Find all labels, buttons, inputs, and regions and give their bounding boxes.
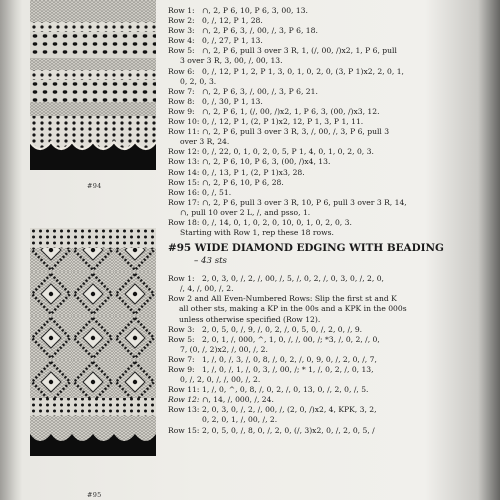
- row-instructions: 1, /, 0, ^, 0, 8, /, 0, 2, /, 0, 13, 0, /, 2, 0, /, 5.: [202, 385, 369, 395]
- row-label: Row 3:: [168, 26, 195, 36]
- pattern-95-rows-b: [168, 325, 488, 396]
- row-instructions: 2, 0, 5, 0, /, 8, 0, /, 2, 0, (/, 3)x2, 0, /, 2, 0, 5, /: [202, 425, 375, 435]
- pattern-95-rows-a: [168, 274, 488, 294]
- row-instructions: 0, /, 51.: [202, 187, 232, 197]
- row-instructions: 2, 0, 5, 0, /, 9, /, 0, 2, /, 0, 5, 0, /, 2, 0, /, 9.: [202, 324, 363, 334]
- row-continuation: ∩, pull 10 over 2 L, /, and psso, 1.: [180, 207, 311, 217]
- pattern-row: [168, 147, 488, 157]
- row-instructions: ∩, 2, P 6, pull 3 over 3 R, 3, /, 00, /, 3, P 6, pull 3: [202, 127, 390, 137]
- even-rows-instruction: [168, 294, 488, 324]
- row-instructions: 0, /, 14, 0, 1, 0, 2, 0, 10, 0, 1, 0, 2, 0, 3.: [202, 217, 352, 227]
- row-label: [168, 415, 202, 425]
- row-continuation: over 3 R, 24.: [180, 137, 230, 147]
- row-label: Row 7:: [168, 86, 195, 96]
- pattern-text-column: [168, 6, 488, 436]
- pattern-row: [168, 67, 488, 77]
- even-rows-line: all other sts, making a KP in the 00s and a KPK in the 000s: [179, 304, 407, 314]
- pattern-row: [168, 415, 488, 425]
- row-instructions: 0, /, 12, P 1, 2, P 1, 3, 0, 1, 0, 2, 0, (3, P 1)x2, 2, 0, 1,: [202, 66, 404, 76]
- row-label: Row 12:: [168, 395, 200, 405]
- row-label: Row 16:: [168, 187, 200, 197]
- pattern-row: [168, 198, 488, 208]
- pattern-row: [168, 36, 488, 46]
- pattern-row: [168, 355, 488, 365]
- row-instructions: 1, /, 0, /, 1, /, 0, 3, /, 00, /; * 1, /, 0, 2, /, 0, 13,: [202, 365, 374, 374]
- pattern-row: [168, 365, 488, 375]
- row-instructions: ∩, 2, P 6, 3, /, 00, /, 3, P 6, 18.: [202, 26, 318, 36]
- row-continuation: /, 4, /, 00, /, 2.: [180, 284, 234, 294]
- photo-caption-95: #95: [87, 491, 102, 499]
- row-label: Row 15:: [168, 177, 200, 187]
- lace-photo-95: [30, 228, 156, 456]
- pattern-row: [168, 97, 488, 107]
- pattern-row: [168, 46, 488, 56]
- row-instructions: 0, /, 12, P 1, 28.: [202, 16, 263, 26]
- pattern-row: [168, 16, 488, 26]
- row-instructions: ∩, 2, P 6, 1, (/, 00, /)x2, 1, P 6, 3, (00, /)x3, 12.: [202, 106, 380, 116]
- pattern-row: [168, 87, 488, 97]
- row-label: Row 14:: [168, 167, 200, 177]
- row-label: Row 8:: [168, 96, 195, 106]
- pattern-row: [168, 335, 488, 345]
- pattern-row-12: [168, 395, 488, 405]
- row-instructions: ∩, 2, P 6, 3, /, 00, /, 3, P 6, 21.: [202, 86, 318, 96]
- even-rows-line: Row 2 and All Even-Numbered Rows: Slip the first st and K: [168, 294, 397, 304]
- row-label: Row 11:: [168, 385, 200, 395]
- row-instructions: 2, 0, 1, /, 000, ^, 1, 0, /, /, 00, /; *3, /, 0, 2, /, 0,: [202, 334, 380, 344]
- pattern-row: [168, 127, 488, 137]
- row-continuation: 7, (0, /, 2)x2, /, 00, /, 2.: [180, 344, 268, 354]
- even-rows-line: unless otherwise specified (Row 12).: [179, 314, 321, 324]
- row-label: Row 7:: [168, 354, 195, 364]
- pattern-row: [168, 168, 488, 178]
- row-instructions: ∩, 2, P 6, pull 3 over 3 R, 1, (/, 00, /)x2, 1, P 6, pull: [202, 46, 397, 56]
- row-instructions: ∩, 14, /, 000, /, 24.: [202, 395, 274, 405]
- section-95-title: #95 WIDE DIAMOND EDGING WITH BEADING: [168, 242, 444, 255]
- row-instructions: 0, /, 13, P 1, (2, P 1)x3, 28.: [202, 167, 305, 177]
- pattern-row: [168, 117, 488, 127]
- row-continuation: 3 over 3 R, 3, 00, /, 00, 13.: [180, 56, 283, 66]
- pattern-row: [168, 325, 488, 335]
- row-label: Row 11:: [168, 127, 200, 137]
- pattern-row: [168, 157, 488, 167]
- section-95-stitch-count: – 43 sts: [194, 256, 227, 267]
- row-label: Row 17:: [168, 197, 200, 207]
- row-label: Row 5:: [168, 46, 195, 56]
- row-instructions: ∩, 2, P 6, 10, P 6, 3, 00, 13.: [202, 6, 308, 15]
- row-label: Row 9:: [168, 365, 195, 374]
- row-label: Row 13:: [168, 405, 200, 415]
- row-label: Row 18:: [168, 217, 200, 227]
- photo-caption-94: #94: [87, 182, 102, 190]
- pattern-row: [168, 385, 488, 395]
- row-label: Row 2:: [168, 16, 195, 26]
- row-instructions: 2, 0, 3, 0, /, 2, /, 00, /, 5, /, 0, 2, /, 0, 3, 0, /, 2, 0,: [202, 274, 384, 284]
- row-label: Row 5:: [168, 334, 195, 344]
- repeat-note: Starting with Row 1, rep these 18 rows.: [180, 228, 334, 238]
- page-gutter-shadow: [0, 0, 22, 500]
- pattern-row: [168, 188, 488, 198]
- row-label: Row 15:: [168, 425, 200, 435]
- pattern-row: [168, 218, 488, 228]
- row-instructions: ∩, 2, P 6, 10, P 6, 28.: [202, 177, 284, 187]
- row-instructions: 2, 0, 3, 0, /, 2, /, 00, /, (2, 0, /)x2, 4, KPK, 3, 2,: [202, 405, 377, 415]
- row-instructions: 0, /, 22, 0, 1, 0, 2, 0, 5, P 1, 4, 0, 1, 0, 2, 0, 3.: [202, 147, 374, 157]
- pattern-row: [168, 405, 488, 415]
- row-instructions: 0, /, 12, P 1, (2, P 1)x2, 12, P 1, 3, P 1, 11.: [202, 117, 364, 127]
- row-instructions: 0, 2, 0, 1, /, 00, /, 2.: [202, 415, 278, 425]
- row-instructions: ∩, 2, P 6, pull 3 over 3 R, 10, P 6, pull 3 over 3 R, 14,: [202, 197, 407, 207]
- pattern-row: [168, 107, 488, 117]
- row-label: Row 1:: [168, 6, 195, 15]
- row-label: Row 6:: [168, 66, 195, 76]
- row-instructions: 0, /, 27, P 1, 13.: [202, 36, 263, 46]
- row-label: Row 13:: [168, 157, 200, 167]
- pattern-row: [168, 274, 488, 284]
- pattern-row: [168, 6, 488, 16]
- row-label: Row 3:: [168, 324, 195, 334]
- page-edge-shadow: [478, 0, 500, 500]
- pattern-95-rows-c: [168, 405, 488, 435]
- row-label: Row 1:: [168, 274, 195, 284]
- pattern-row: [168, 426, 488, 436]
- row-label: Row 4:: [168, 36, 195, 46]
- pattern-94-rows: [168, 6, 488, 228]
- pattern-row: [168, 178, 488, 188]
- row-instructions: 0, /, 30, P 1, 13.: [202, 96, 263, 106]
- row-instructions: 1, /, 0, /, 3, /, 0, 8, /, 0, 2, /, 0, 9, 0, /, 2, 0, /, 7,: [202, 354, 377, 364]
- row-continuation: 0, /, 2, 0, /, /, 00, /, 2.: [180, 375, 261, 385]
- row-label: Row 12:: [168, 147, 200, 157]
- row-instructions: ∩, 2, P 6, 10, P 6, 3, (00, /)x4, 13.: [202, 157, 331, 167]
- row-label: Row 9:: [168, 106, 195, 116]
- row-continuation: 0, 2, 0, 3.: [180, 76, 217, 86]
- pattern-row: [168, 26, 488, 36]
- lace-photo-94: [30, 0, 156, 170]
- row-label: Row 10:: [168, 117, 200, 127]
